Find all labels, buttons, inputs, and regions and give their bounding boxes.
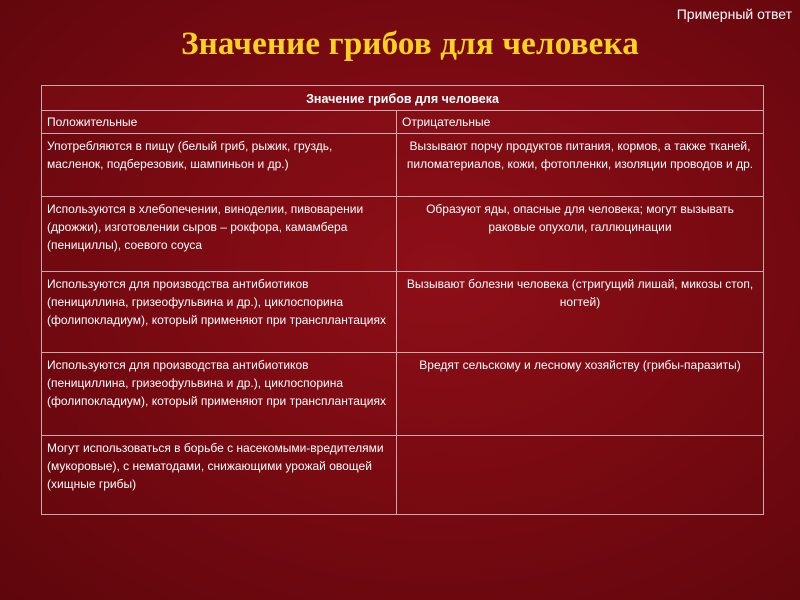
negative-cell: Образуют яды, опасные для человека; могут вызывать раковые опухоли, галлюцинации <box>397 197 764 272</box>
table-row <box>42 436 764 515</box>
negative-cell: Вызывают болезни человека (стригущий лишай, микозы стоп, ногтей) <box>397 272 764 353</box>
fungi-significance-table <box>41 85 764 515</box>
table-column-headers <box>42 111 764 134</box>
column-header-negative: Отрицательные <box>397 111 764 134</box>
fungi-significance-table-wrapper <box>41 85 763 515</box>
table-row <box>42 134 764 197</box>
table-row <box>42 197 764 272</box>
slide-title: Значение грибов для человека <box>181 26 639 62</box>
negative-cell: Вредят сельскому и лесному хозяйству (грибы-паразиты) <box>397 353 764 436</box>
positive-cell: Используются в хлебопечении, виноделии, пивоварении (дрожжи), изготовлении сыров – рокфора, камамбера (пенициллы), соевого соуса <box>42 197 397 272</box>
table-header-row <box>42 86 764 111</box>
positive-cell: Используются для производства антибиотиков (пенициллина, гризеофульвина и др.), циклоспорина (фолипокладиум), который применяют при трансплантациях <box>42 272 397 353</box>
positive-cell: Употребляются в пищу (белый гриб, рыжик, груздь, масленок, подберезовик, шампиньон и др.) <box>42 134 397 197</box>
column-header-positive: Положительные <box>42 111 397 134</box>
negative-cell <box>397 436 764 515</box>
table-header: Значение грибов для человека <box>42 86 764 111</box>
corner-note: Примерный ответ <box>676 6 792 22</box>
negative-cell: Вызывают порчу продуктов питания, кормов, а также тканей, пиломатериалов, кожи, фотопленки, изоляции проводов и др. <box>397 134 764 197</box>
table-row <box>42 353 764 436</box>
table-row <box>42 272 764 353</box>
positive-cell: Используются для производства антибиотиков (пенициллина, гризеофульвина и др.), циклоспорина (фолипокладиум), который применяют при трансплантациях <box>42 353 397 436</box>
positive-cell: Могут использоваться в борьбе с насекомыми-вредителями (мукоровые), с нематодами, снижающими урожай овощей (хищные грибы) <box>42 436 397 515</box>
